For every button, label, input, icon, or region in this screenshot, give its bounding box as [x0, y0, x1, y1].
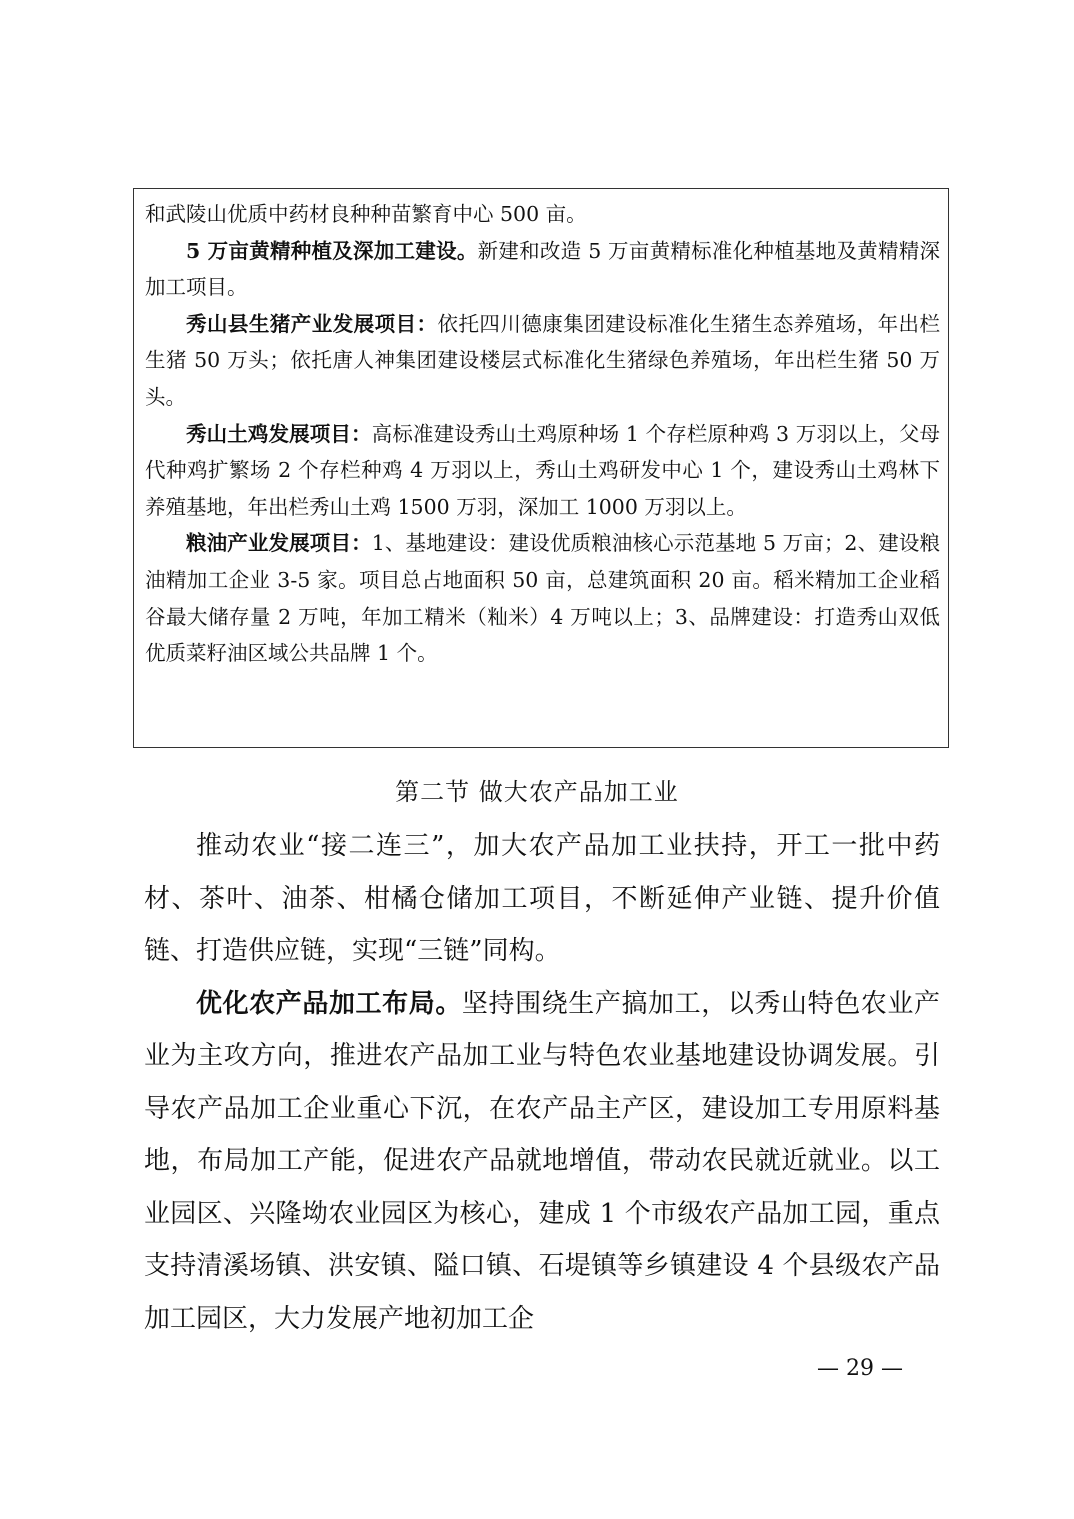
box-paragraph-text: 高标准建设秀山土鸡原种场 1 个存栏原种鸡 3 万羽以上，父母代种鸡扩繁场 2 个存栏种鸡 4 万羽以上，秀山土鸡研发中心 1 个，建设秀山土鸡林下养殖基地，年出栏秀山土鸡 1500 万羽，深加工 1000 万羽以上。 [145, 421, 941, 519]
box-paragraph-lead: 秀山县生猪产业发展项目： [186, 311, 438, 336]
box-paragraph-grain-oil [145, 525, 940, 671]
body-paragraph-intro: 推动农业“接二连三”，加大农产品加工业扶持，开工一批中药材、茶叶、油茶、柑橘仓储加工项目，不断延伸产业链、提升价值链、打造供应链，实现“三链”同构。 [144, 831, 940, 966]
box-paragraph-huangjing [145, 233, 940, 306]
section-title: 第二节 做大农产品加工业 [395, 778, 679, 806]
box-paragraph-text: 新建和改造 5 万亩黄精标准化种植基地及黄精精深加工项目。 [145, 238, 940, 300]
box-paragraph-lead: 5 万亩黄精种植及深加工建设。 [186, 238, 478, 263]
body-paragraph-layout [144, 978, 940, 1346]
page-number: — 29 — [817, 1356, 903, 1381]
box-paragraph-lead: 粮油产业发展项目： [186, 531, 372, 556]
box-paragraph-lead: 秀山土鸡发展项目： [186, 421, 372, 446]
project-box [133, 188, 949, 748]
box-paragraph-text: 1、基地建设：建设优质粮油核心示范基地 5 万亩；2、建设粮油精加工企业 3-5 家。项目总占地面积 50 亩，总建筑面积 20 亩。稻米精加工企业稻谷最大储存量 2 万吨，年加工精米（籼米）4 万吨以上；3、品牌建设：打造秀山双低优质菜籽油区域公共品牌 1 个。 [145, 531, 940, 666]
box-continuation-line: 和武陵山优质中药材良种种苗繁育中心 500 亩。 [145, 202, 587, 226]
body-paragraph-text: 坚持围绕生产搞加工，以秀山特色农业产业为主攻方向，推进农产品加工业与特色农业基地建设协调发展。引导农产品加工企业重心下沉，在农产品主产区，建设加工专用原料基地，布局加工产能，促进农产品就地增值，带动农民就近就业。以工业园区、兴隆坳农业园区为核心，建成 1 个市级农产品加工园，重点支持清溪场镇、洪安镇、隘口镇、石堤镇等乡镇建设 4 个县级农产品加工园区，大力发展产地初加工企 [144, 988, 940, 1334]
body-paragraph-lead: 优化农产品加工布局。 [196, 988, 462, 1019]
box-paragraph-text: 依托四川德康集团建设标准化生猪生态养殖场，年出栏生猪 50 万头；依托唐人神集团建设楼层式标准化生猪绿色养殖场，年出栏生猪 50 万头。 [145, 311, 941, 409]
body-text [144, 820, 940, 1345]
box-paragraph-pig [145, 306, 940, 416]
box-paragraph-chicken [145, 416, 940, 526]
